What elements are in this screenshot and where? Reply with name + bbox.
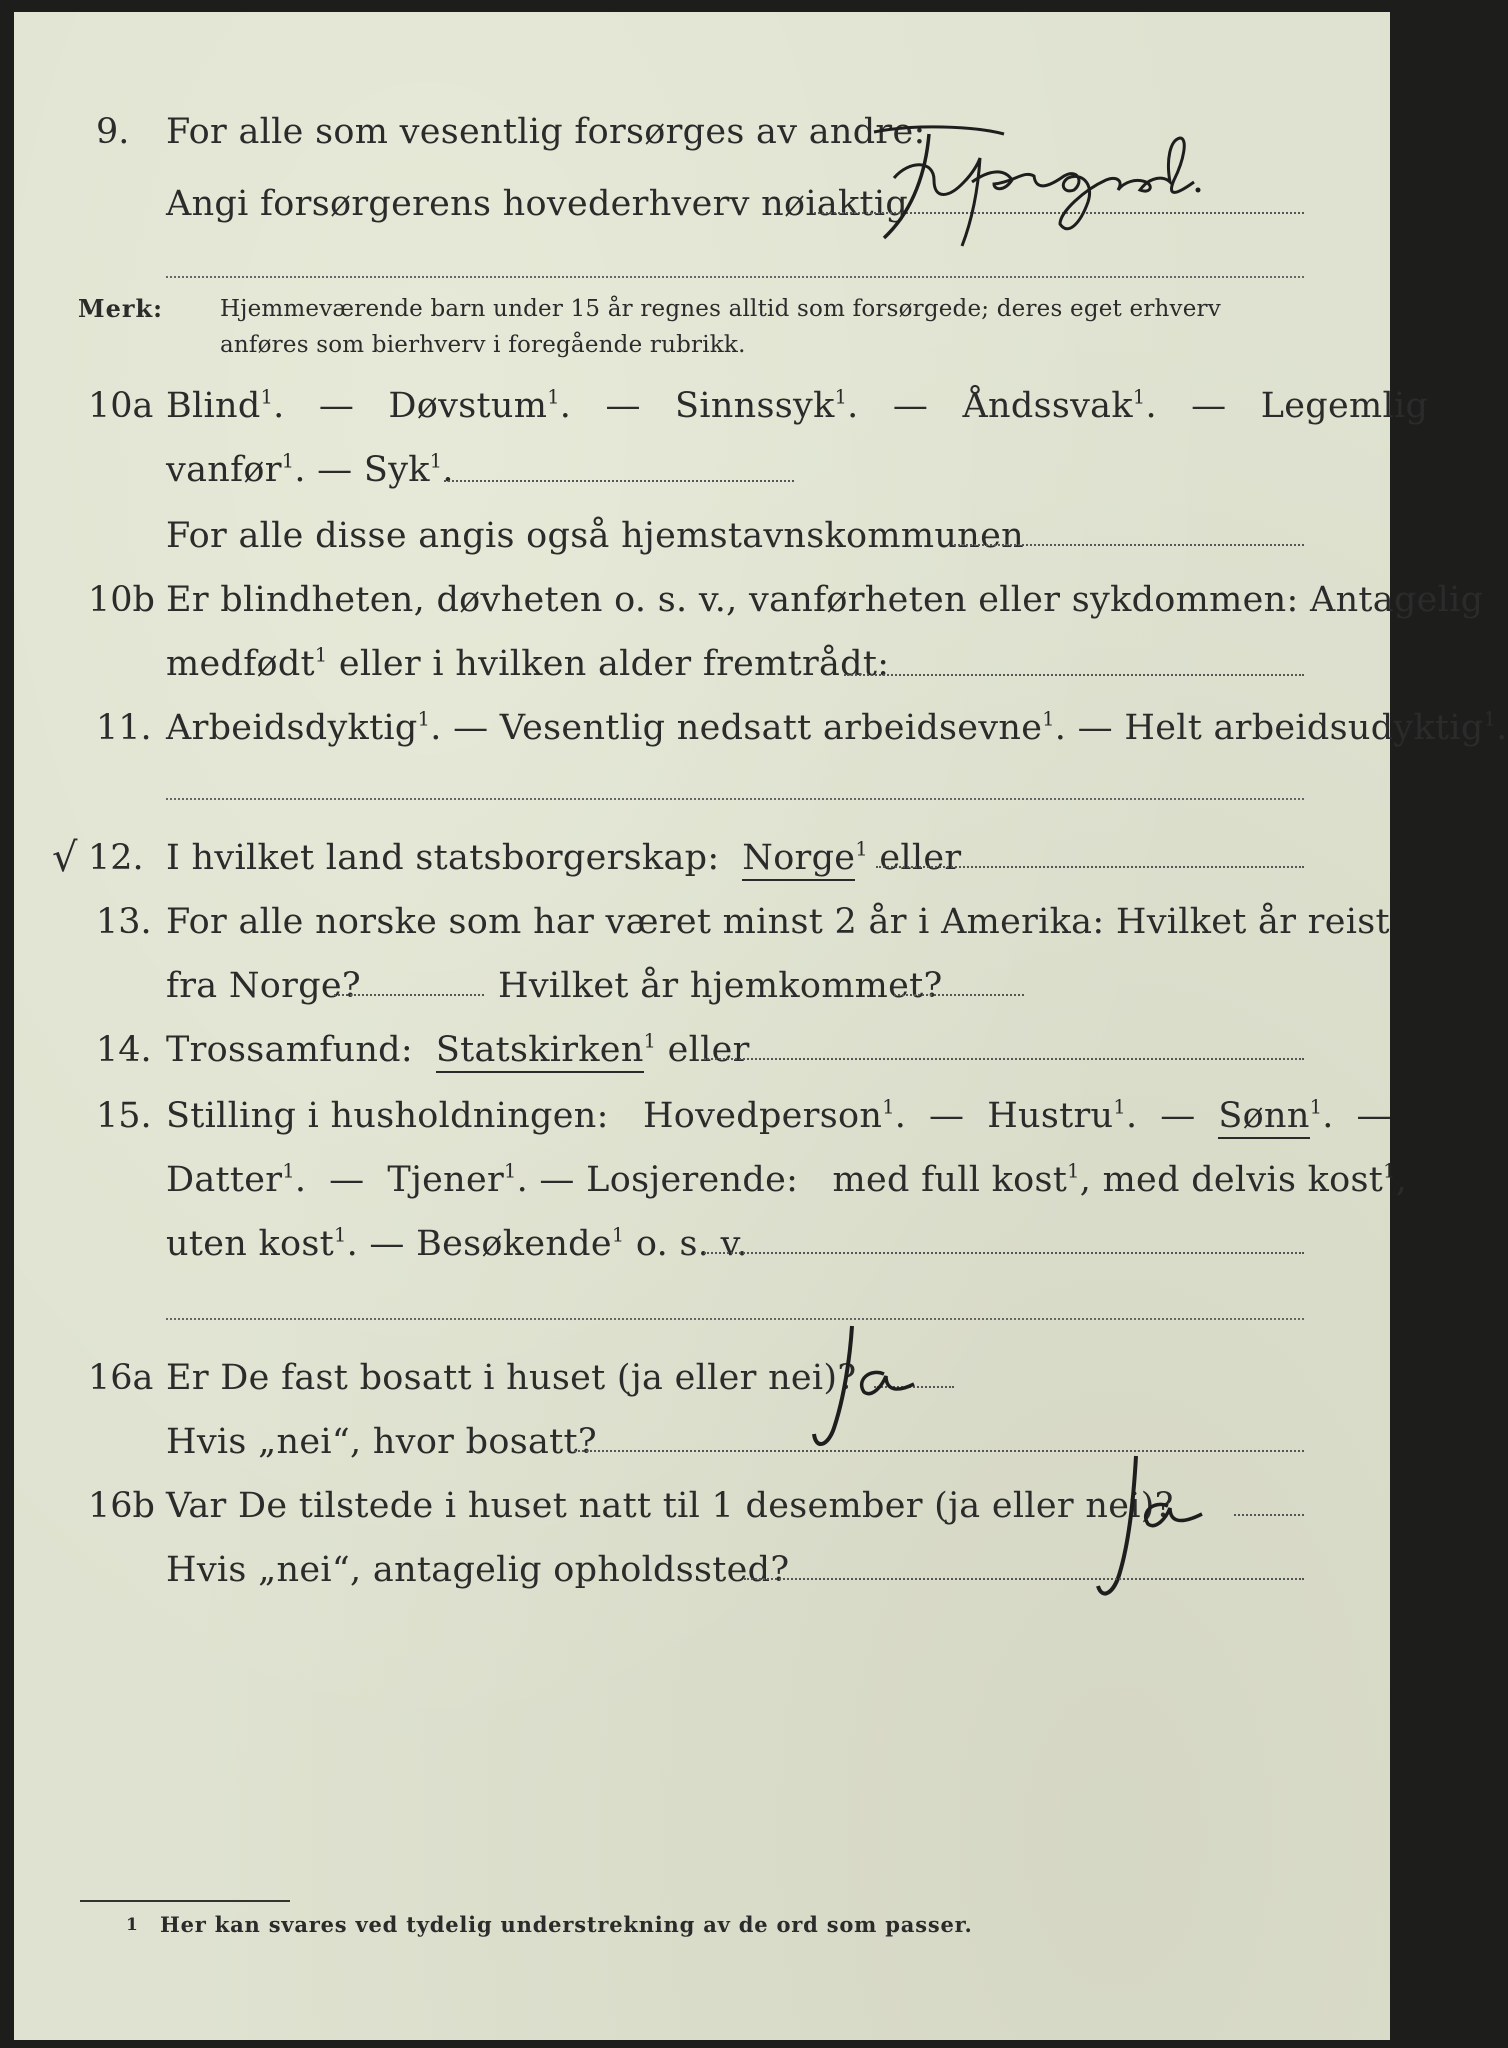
merk-line1: Hjemmeværende barn under 15 år regnes alltid som forsørgede; deres eget erhverv: [220, 296, 1221, 322]
q10b-dotline: [844, 674, 1304, 676]
q14-number: 14.: [96, 1030, 152, 1070]
q10b-number: 10b: [88, 580, 155, 620]
footnote-mark: 1: [126, 1915, 139, 1935]
q13-a-dotline: [334, 994, 484, 996]
q16a-number: 16a: [88, 1358, 154, 1398]
footnote-rule: [80, 1900, 290, 1902]
q10a-hjemstavn-dotline: [954, 544, 1304, 546]
q15-separator: [166, 1318, 1304, 1320]
footnote-text: Her kan svares ved tydelig understrekning av de ord som passer.: [160, 1912, 973, 1937]
q9-line2: Angi forsørgerens hovederhverv nøiaktig: [166, 184, 909, 224]
q10a-line3: For alle disse angis også hjemstavnskommunen: [166, 516, 1024, 556]
q10a-number: 10a: [88, 386, 154, 426]
q12-dotline: [876, 866, 1304, 868]
q16b-line1: Var De tilstede i huset natt til 1 desember (ja eller nei)?: [166, 1486, 1174, 1526]
q14-text: Trossamfund: Statskirken$^1$ eller: [166, 1030, 750, 1070]
opt-dovstum: Døvstum: [388, 386, 548, 426]
q13-b: Hvilket år hjemkommet?: [498, 966, 943, 1006]
q11-number: 11.: [96, 708, 152, 748]
q10a-options-row2: vanfør$^1$. — Syk$^1$.: [166, 449, 454, 490]
q16a-handwritten-answer: [794, 1318, 934, 1458]
q15-row3: uten kost$^1$. — Besøkende$^1$ o. s. v.: [166, 1223, 748, 1264]
q15-number: 15.: [96, 1096, 152, 1136]
q14-statskirken-underlined: Statskirken: [436, 1030, 644, 1073]
q14-dotline: [704, 1058, 1304, 1060]
q16b-dotline: [1234, 1514, 1304, 1516]
q12-text: I hvilket land statsborgerskap: Norge$^1$ eller: [166, 838, 961, 878]
q16a-line2: Hvis „nei“, hvor bosatt?: [166, 1422, 597, 1462]
q9-line1: For alle som vesentlig forsørges av andre:: [166, 112, 926, 152]
merk-label: Merk:: [78, 294, 163, 323]
q13-b-dotline: [894, 994, 1024, 996]
q13-number: 13.: [96, 902, 152, 942]
census-form-page: [14, 12, 1508, 2040]
q16a-line1: Er De fast bosatt i huset (ja eller nei)?: [166, 1358, 857, 1398]
q11-separator: [166, 798, 1304, 800]
q10b-line2: medfødt$^1$ eller i hvilken alder fremtrådt:: [166, 643, 890, 684]
q16b-number: 16b: [88, 1486, 155, 1526]
q16b-line2: Hvis „nei“, antagelig opholdssted?: [166, 1550, 790, 1590]
merk-line2: anføres som bierhverv i foregående rubrikk.: [220, 332, 746, 358]
q13-a: fra Norge?: [166, 966, 361, 1006]
opt-andssvak: Åndssvak: [962, 386, 1133, 426]
q10a-dotline: [444, 480, 794, 482]
opt-blind: Blind: [166, 386, 261, 426]
q15-sonn-underlined: Sønn: [1218, 1096, 1309, 1139]
opt-sinnssyk: Sinnssyk: [675, 386, 835, 426]
q10b-line1: Er blindheten, døvheten o. s. v., vanførheten eller sykdommen: Antagelig: [166, 580, 1484, 620]
q12-norge-underlined: Norge: [742, 838, 855, 881]
q15-row2: Datter$^1$. — Tjener$^1$. — Losjerende: med full kost$^1$, med delvis kost$^1$,: [166, 1159, 1408, 1200]
q9-handwritten-answer: [854, 120, 1214, 250]
q11-options: Arbeidsdyktig$^1$. — Vesentlig nedsatt arbeidsevne$^1$. — Helt arbeidsudyktig$^1$.: [166, 707, 1508, 748]
q12-checkmark: √: [52, 835, 78, 881]
opt-legemlig: Legemlig: [1260, 386, 1429, 426]
q15-row1: Stilling i husholdningen: Hovedperson$^1$. — Hustru$^1$. — Sønn$^1$. —: [166, 1096, 1392, 1136]
q13-line1: For alle norske som har været minst 2 år i Amerika: Hvilket år reist: [166, 902, 1390, 942]
opt-syk: Syk: [363, 450, 430, 490]
q12-number: 12.: [88, 838, 144, 878]
q9-separator: [166, 276, 1304, 278]
q15-dotline: [704, 1252, 1304, 1254]
q16b-handwritten-answer: [1064, 1448, 1244, 1608]
q9-number: 9.: [96, 112, 130, 152]
q16b-line2-dotline: [744, 1578, 1304, 1580]
q10a-options-row1: Blind$^1$. — Døvstum$^1$. — Sinnssyk$^1$. — Åndssvak$^1$. — Legemlig: [166, 385, 1429, 426]
opt-vanfor: vanfør: [166, 450, 282, 490]
